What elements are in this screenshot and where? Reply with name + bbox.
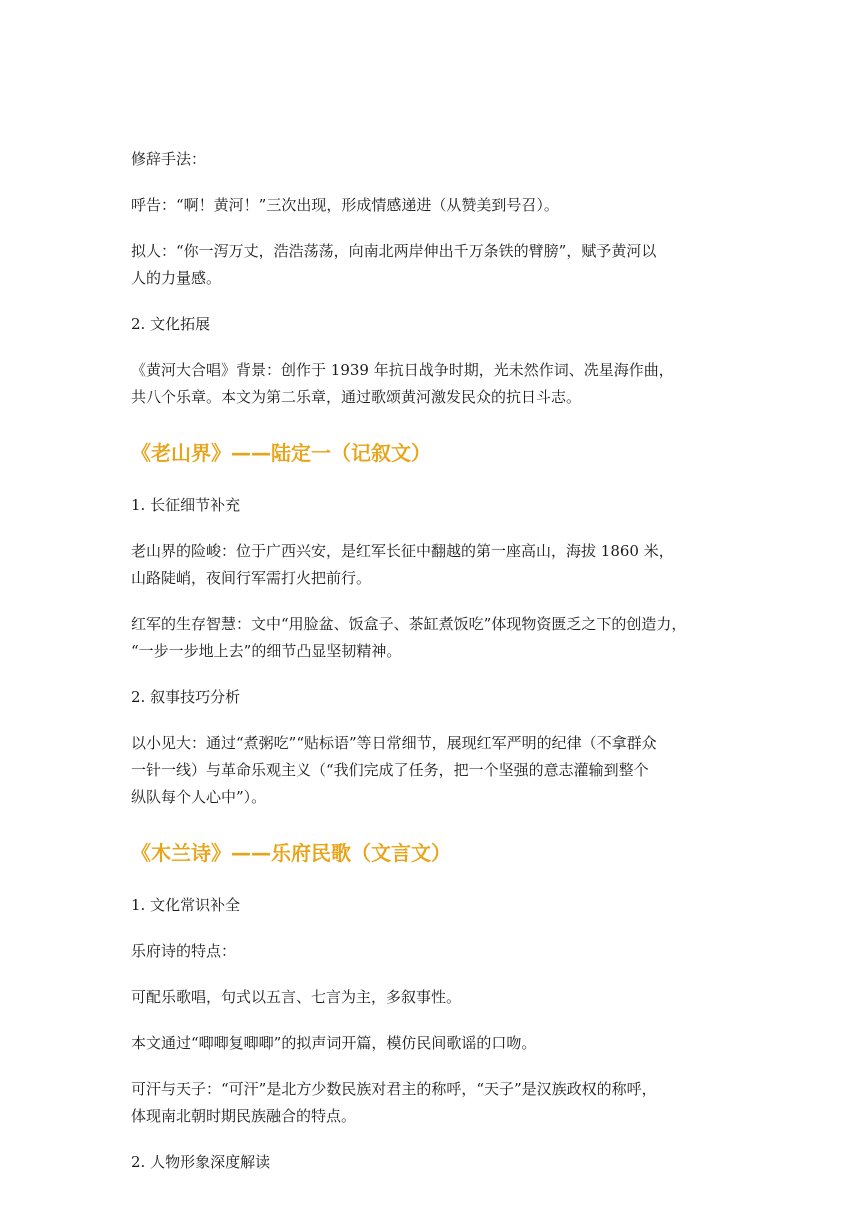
text-line: 可汗与天子：“可汗”是北方少数民族对君主的称呼，“天子”是汉族政权的称呼， [131,1080,657,1098]
paragraph-cantata-background [131,357,731,411]
subheading-narrative-analysis: 2. 叙事技巧分析 [131,688,241,706]
paragraph-onomatopoeia: 本文通过“唧唧复唧唧”的拟声词开篇，模仿民间歌谣的口吻。 [131,1034,537,1052]
paragraph-yuefu-features-label: 乐府诗的特点： [131,942,237,960]
paragraph-personification [131,238,731,292]
text-line: 老山界的险峻：位于广西兴安，是红军长征中翻越的第一座高山，海拔 1860 米， [131,542,674,560]
paragraph-steep-mountain [131,538,731,592]
document-body [131,146,731,1176]
section-heading-mulan: 《木兰诗》——乐府民歌（文言文） [131,841,451,865]
text-line: 纵队每个人心中”）。 [131,788,267,806]
subheading-cultural-extension: 2. 文化拓展 [131,315,211,333]
paragraph-rhetoric-label: 修辞手法： [131,150,207,168]
text-line: 体现南北朝时期民族融合的特点。 [131,1107,357,1125]
section-heading-laoshanjie: 《老山界》——陆定一（记叙文） [131,441,431,465]
paragraph-yuefu-singing: 可配乐歌唱，句式以五言、七言为主，多叙事性。 [131,988,462,1006]
text-line: 山路陡峭，夜间行军需打火把前行。 [131,569,372,587]
paragraph-apostrophe: 呼告：“啊！黄河！”三次出现，形成情感递进（从赞美到号召）。 [131,196,559,214]
paragraph-khan-and-emperor [131,1076,731,1130]
text-line: “一步一步地上去”的细节凸显坚韧精神。 [131,642,402,660]
subheading-long-march-details: 1. 长征细节补充 [131,496,241,514]
text-line: 人的力量感。 [131,269,222,287]
text-line: 以小见大：通过“煮粥吃”“贴标语”等日常细节，展现红军严明的纪律（不拿群众 [131,734,657,752]
text-line: 拟人：“你一泻万丈，浩浩荡荡，向南北两岸伸出千万条铁的臂膀”，赋予黄河以 [131,242,657,260]
text-line: 共八个乐章。本文为第二乐章，通过歌颂黄河激发民众的抗日斗志。 [131,388,582,406]
text-line: 《黄河大合唱》背景：创作于 1939 年抗日战争时期，光未然作词、冼星海作曲， [131,361,674,379]
text-line: 红军的生存智慧：文中“用脸盆、饭盒子、茶缸煮饭吃”体现物资匮乏之下的创造力， [131,615,687,633]
subheading-character-analysis: 2. 人物形象深度解读 [131,1153,271,1171]
subheading-cultural-knowledge: 1. 文化常识补全 [131,896,241,914]
paragraph-survival-wisdom [131,611,731,665]
paragraph-small-to-large [131,730,731,811]
text-line: 一针一线）与革命乐观主义（“我们完成了任务，把一个坚强的意志灌输到整个 [131,761,649,779]
